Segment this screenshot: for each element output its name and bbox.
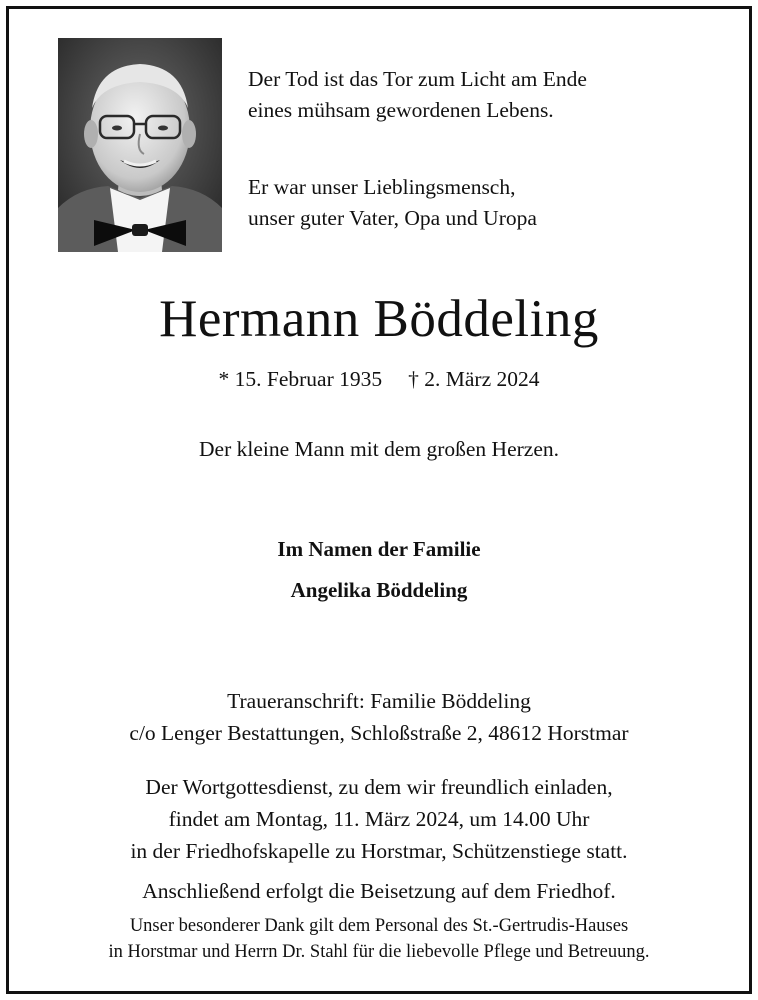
life-dates [6, 364, 752, 394]
service-line: findet am Montag, 11. März 2024, um 14.00 Uhr [168, 807, 590, 831]
address-line: c/o Lenger Bestattungen, Schloßstraße 2, 48612 Horstmar [129, 721, 629, 745]
thanks-line: in Horstmar und Herrn Dr. Stahl für die liebevolle Pflege und Betreuung. [108, 942, 650, 962]
thanks-line: Unser besonderer Dank gilt dem Personal des St.-Gertrudis-Hauses [129, 916, 629, 936]
burial-info: Anschließend erfolgt die Beisetzung auf dem Friedhof. [142, 879, 616, 903]
address-line: Traueranschrift: Familie Böddeling [227, 689, 531, 713]
portrait-image [58, 38, 222, 252]
portrait-photo [58, 38, 222, 252]
quote-stanza-1 [248, 64, 587, 126]
service-info [6, 771, 752, 867]
service-line: in der Friedhofskapelle zu Horstmar, Schützenstiege statt. [130, 839, 628, 863]
service-line: Der Wortgottesdienst, zu dem wir freundlich einladen, [145, 775, 613, 799]
deceased-name: Hermann Böddeling [159, 290, 599, 348]
thanks-note [6, 913, 752, 965]
mourning-address [6, 685, 752, 749]
quote-line: Der Tod ist das Tor zum Licht am Ende [248, 67, 587, 91]
birth-date: * 15. Februar 1935 [218, 367, 383, 391]
quote-line: Er war unser Lieblingsmensch, [248, 175, 516, 199]
tagline: Der kleine Mann mit dem großen Herzen. [199, 437, 559, 461]
quote-stanza-2 [248, 172, 537, 234]
family-signatory: Angelika Böddeling [290, 578, 468, 602]
death-date: † 2. März 2024 [408, 367, 540, 391]
quote-line: unser guter Vater, Opa und Uropa [248, 206, 537, 230]
quote-line: eines mühsam gewordenen Lebens. [248, 98, 554, 122]
family-heading: Im Namen der Familie [277, 537, 481, 561]
